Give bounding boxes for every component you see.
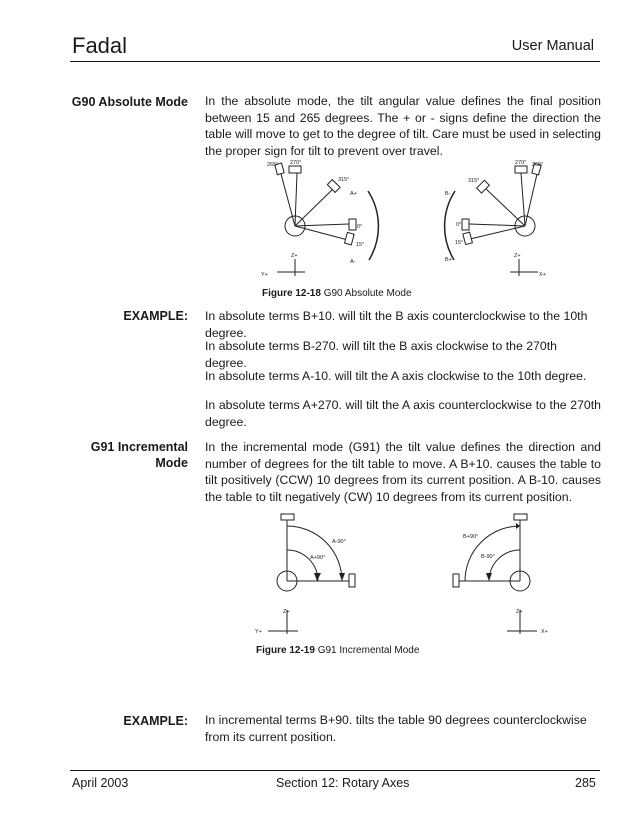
page-number: 285 (575, 776, 596, 790)
header-rule (70, 61, 600, 62)
b-plus-90-label: B+90° (463, 534, 479, 540)
g91-paragraph: In the incremental mode (G91) the tilt value defines the direction and number of degrees for the tilt table to move. A B+10. causes the table to tilt positively (CCW) 10 degrees from its current position. A B-10. causes the table to tilt negatively (CW) 10 degrees from its current position. (205, 440, 601, 504)
angle-270-label: 270° (290, 160, 302, 166)
example1-line-4: In absolute terms A+270. will tilt the A axis counterclockwise to the 270th degree. (205, 398, 601, 429)
angle-265-label-right: 265° (532, 162, 544, 168)
angle-0-label-right: 0° (456, 222, 462, 228)
angle-315-label-right: 315° (468, 178, 480, 184)
z-plus-label-19-left: Z+ (283, 609, 290, 615)
manual-brand: Fadal (72, 33, 128, 58)
angle-315-label: 315° (338, 177, 350, 183)
a-plus-90-label: A+90° (310, 555, 326, 561)
example1-line-2: In absolute terms B-270. will tilt the B axis clockwise to the 270th degree. (205, 339, 557, 370)
angle-15-label: 15° (356, 242, 365, 248)
figure-12-19-title: G91 Incremental Mode (317, 645, 420, 656)
angle-265-label: 265° (267, 162, 279, 168)
angle-0-label: 0° (357, 224, 363, 230)
x-plus-label-19: X+ (541, 629, 548, 635)
g91-heading-line-1: G91 Incremental (90, 440, 188, 454)
angle-15-label-right: 15° (455, 240, 464, 246)
figure-12-18-caption (262, 288, 412, 299)
g90-paragraph: In the absolute mode, the tilt angular value defines the final position between 15 and 265 degrees. The + or - signs define the direction the table will move to get to the degree of tilt. Care must be used in selecting the proper sign for tilt to prevent over travel. (205, 94, 601, 158)
figure-12-19-right-diagram (447, 510, 567, 640)
g90-heading: G90 Absolute Mode (71, 95, 188, 109)
figure-12-19-number: Figure 12-19 (256, 645, 315, 656)
b-minus-90-label: B-90° (481, 554, 495, 560)
figure-12-19-left-diagram (252, 510, 372, 640)
g91-heading (66, 439, 188, 471)
b-plus-label: B+ (445, 257, 452, 263)
figure-12-19-caption (256, 645, 419, 656)
a-minus-90-label: A-90° (332, 539, 346, 545)
z-plus-label-19-right: Z+ (516, 609, 523, 615)
example2-paragraph: In incremental terms B+90. tilts the table 90 degrees counterclockwise from its current position. (205, 713, 587, 744)
figure-12-18-number: Figure 12-18 (262, 288, 321, 299)
footer-rule (70, 770, 600, 771)
y-plus-label: Y+ (261, 272, 268, 278)
y-plus-label-19: Y+ (255, 629, 262, 635)
a-plus-label: A+ (350, 191, 357, 197)
figure-12-18-right-diagram (440, 155, 560, 285)
z-plus-label: Z+ (291, 253, 298, 259)
example1-heading: EXAMPLE: (123, 309, 188, 323)
z-plus-label-right: Z+ (514, 253, 521, 259)
x-plus-label: X+ (539, 272, 546, 278)
footer-date: April 2003 (72, 776, 129, 790)
figure-12-18-left-diagram (255, 155, 385, 285)
example1-line-3: In absolute terms A-10. will tilt the A axis clockwise to the 10th degree. (205, 369, 587, 383)
figure-12-18-title: G90 Absolute Mode (323, 288, 412, 299)
g91-heading-line-2: Mode (155, 456, 188, 470)
example1-line-1: In absolute terms B+10. will tilt the B axis counterclockwise to the 10th degree. (205, 309, 588, 340)
angle-270-label-right: 270° (515, 160, 527, 166)
b-minus-label: B- (445, 191, 451, 197)
manual-title: User Manual (511, 38, 594, 54)
a-minus-label: A- (350, 259, 356, 265)
footer-section: Section 12: Rotary Axes (276, 776, 410, 790)
example2-heading: EXAMPLE: (123, 714, 188, 728)
